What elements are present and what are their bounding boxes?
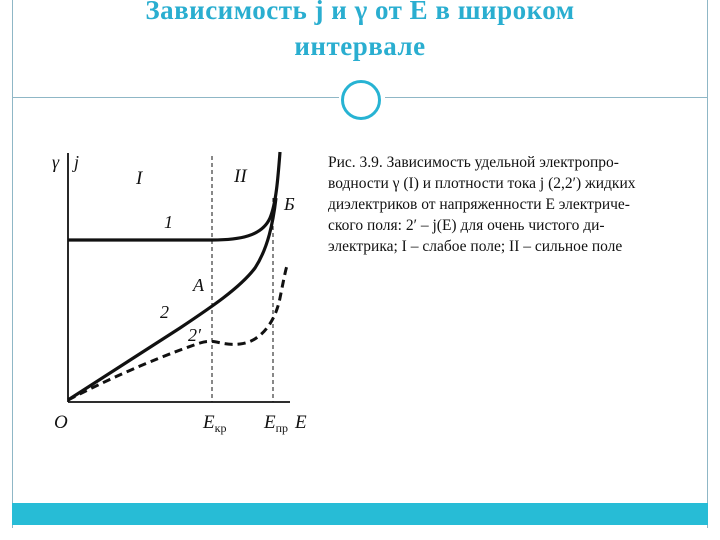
curve-2-label: 2 [160,302,169,322]
caption-line-2: водности γ (I) и плотности тока j (2,2′) жидких [328,175,636,192]
frame-left-border [12,0,13,528]
title-divider-left [12,97,339,98]
y-axis-j-label: j [74,152,80,172]
y-axis-gamma-label: γ [52,152,60,172]
origin-label: O [54,412,68,433]
curve-2prime-label: 2′ [188,325,201,345]
divider-circle-ornament [341,80,381,120]
figure-caption [328,152,652,257]
slide-title [40,0,680,64]
point-a-label: A [193,275,204,295]
e-kr-label [202,412,226,435]
frame-right-border [707,0,708,528]
region-2-label: II [234,166,247,187]
caption-line-1: Рис. 3.9. Зависимость удельной электропро- [328,154,619,171]
curve-1-label: 1 [164,212,173,232]
caption-line-3: диэлектриков от напряженности E электриче- [328,196,630,213]
title-divider-right [385,97,707,98]
dependence-figure [40,138,320,438]
footer-bar [12,503,708,525]
e-pr-subscript: пр [275,421,289,435]
region-1-label: I [136,168,143,189]
title-line-1: Зависимость j и γ от Е в широком [145,0,575,25]
curve-1-conductivity [68,152,280,240]
caption-line-4: ского поля: 2′ – j(E) для очень чистого ди- [328,217,605,234]
point-b-label: Б [284,194,295,214]
caption-line-5: электрика; I – слабое поле; II – сильное поле [328,238,623,255]
title-line-2: интервале [294,31,426,61]
e-kr-main: E [203,412,215,433]
e-pr-main: E [264,412,276,433]
e-kr-subscript: кр [214,421,227,435]
x-axis-e-label: E [295,412,307,433]
e-pr-label [263,412,288,435]
